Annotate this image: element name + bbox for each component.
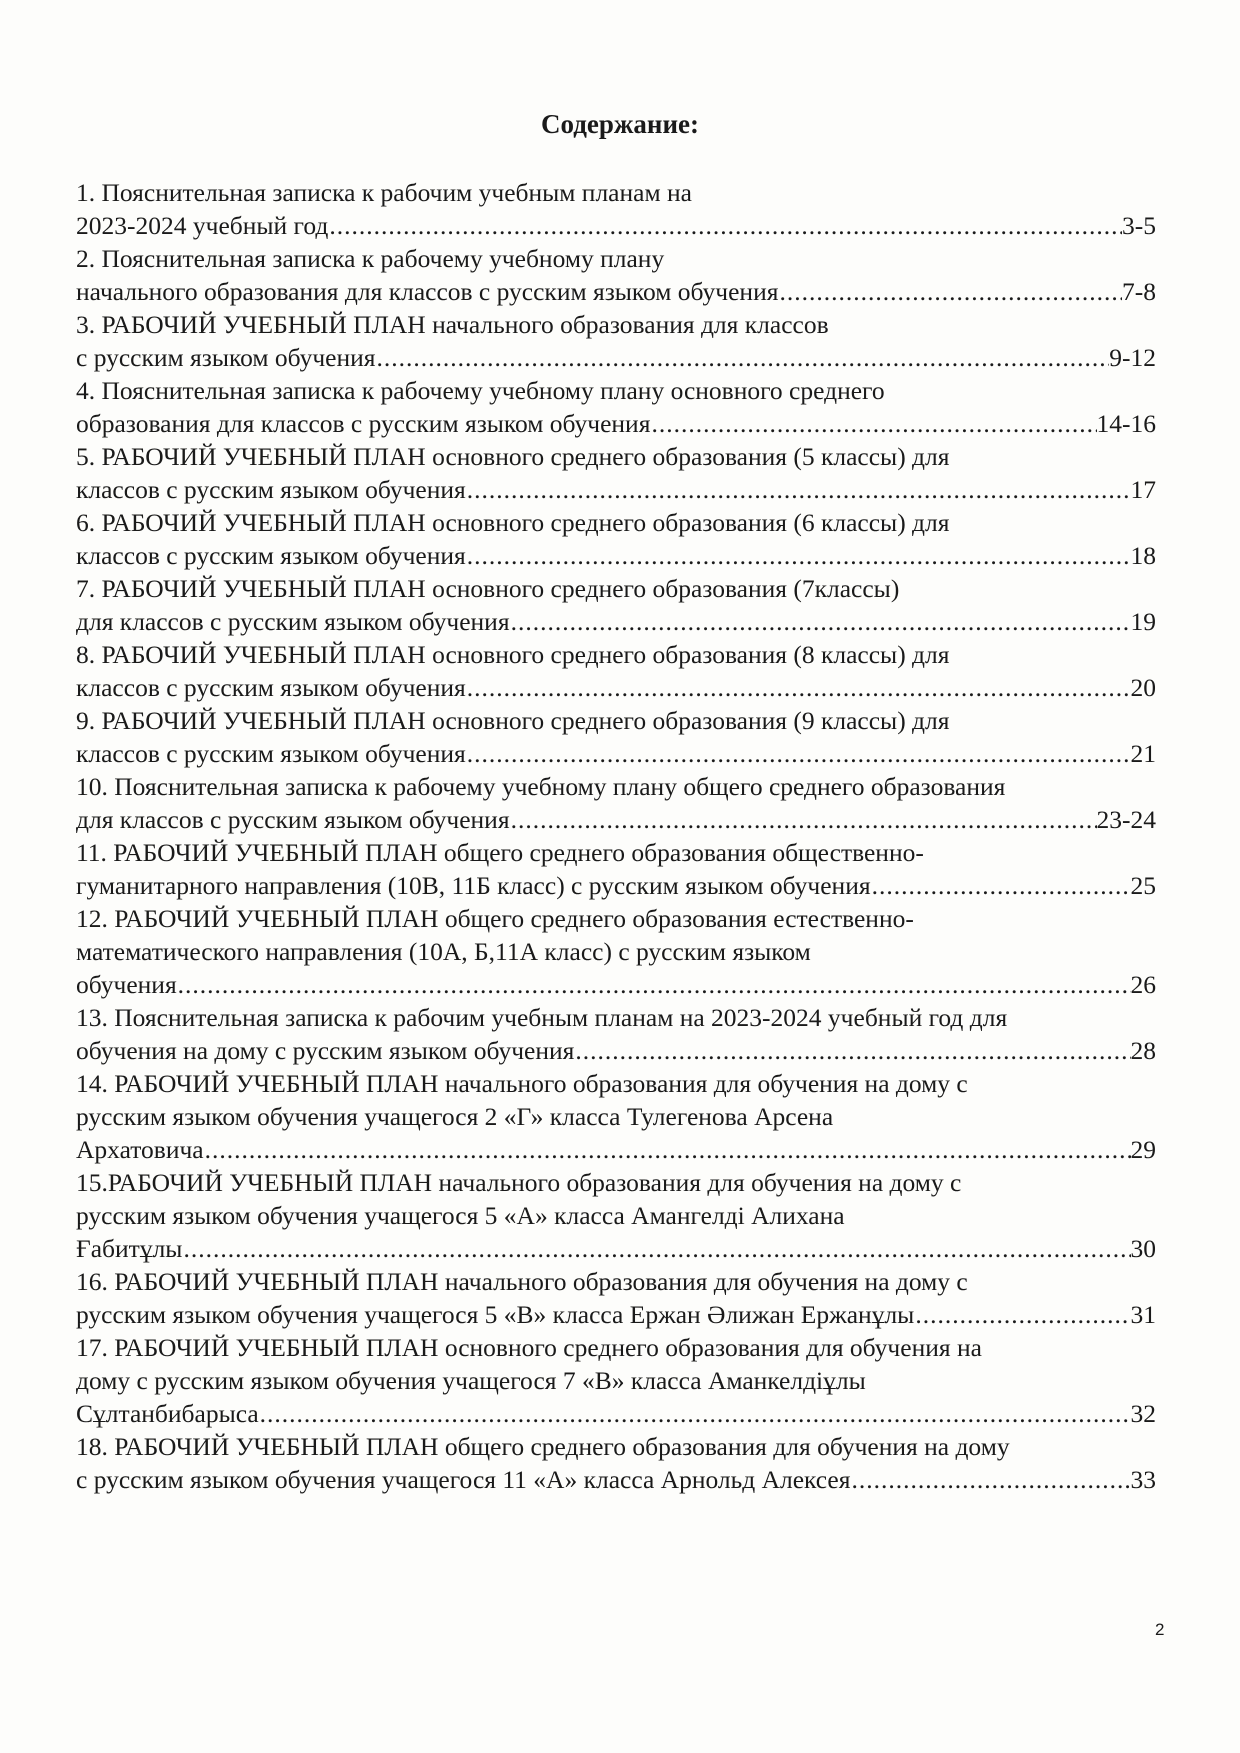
toc-entry-last-line — [76, 341, 1156, 374]
toc-entry-line: классов с русским языком обучения — [76, 673, 466, 702]
toc-entry — [76, 374, 1156, 440]
toc-entry-line: для классов с русским языком обучения — [76, 805, 510, 834]
toc-page-reference: 3-5 — [1122, 211, 1156, 240]
toc-entry-line: образования для классов с русским языком обучения — [76, 409, 651, 438]
toc-entry-line: классов с русским языком обучения — [76, 475, 466, 504]
toc-entry — [76, 1430, 1156, 1496]
toc-page-reference: 25 — [1130, 871, 1156, 900]
toc-page-reference: 26 — [1130, 970, 1156, 999]
toc-entry — [76, 770, 1156, 836]
toc-dot-leader — [376, 341, 1110, 374]
toc-entry — [76, 1331, 1156, 1430]
toc-entry-line: обучения — [76, 970, 177, 999]
toc-page-reference: 29 — [1130, 1135, 1156, 1164]
toc-entry — [76, 836, 1156, 902]
toc-page-reference: 33 — [1130, 1465, 1156, 1494]
toc-entry-last-line — [76, 737, 1156, 770]
toc-page-reference: 17 — [1130, 475, 1156, 504]
toc-entry — [76, 572, 1156, 638]
toc-entry-line: русским языком обучения учащегося 5 «В» класса Ержан Әлижан Ержанұлы — [76, 1300, 915, 1329]
toc-entry-line: дому с русским языком обучения учащегося 7 «В» класса Аманкелдіұлы — [76, 1366, 866, 1395]
toc-entry-line: 12. РАБОЧИЙ УЧЕБНЫЙ ПЛАН общего среднего образования естественно- — [76, 904, 914, 933]
toc-page-reference: 20 — [1130, 673, 1156, 702]
toc-entry-line: Ғабитұлы — [76, 1234, 183, 1263]
toc-entry — [76, 1166, 1156, 1265]
toc-entry-last-line — [76, 1034, 1156, 1067]
toc-entry-line: с русским языком обучения — [76, 343, 376, 372]
toc-entry-last-line — [76, 671, 1156, 704]
toc-entry-last-line — [76, 209, 1156, 242]
toc-dot-leader — [574, 1034, 1130, 1067]
toc-entry-last-line — [76, 275, 1156, 308]
toc-entry-line: 18. РАБОЧИЙ УЧЕБНЫЙ ПЛАН общего среднего образования для обучения на дому — [76, 1432, 1010, 1461]
toc-entry-line: 5. РАБОЧИЙ УЧЕБНЫЙ ПЛАН основного среднего образования (5 классы) для — [76, 442, 950, 471]
toc-entry-line: 2. Пояснительная записка к рабочему учебному плану — [76, 244, 665, 273]
toc-entry-line: 7. РАБОЧИЙ УЧЕБНЫЙ ПЛАН основного среднего образования (7классы) — [76, 574, 900, 603]
toc-entry-line: 9. РАБОЧИЙ УЧЕБНЫЙ ПЛАН основного среднего образования (9 классы) для — [76, 706, 950, 735]
toc-entry — [76, 704, 1156, 770]
toc-entry-line: 6. РАБОЧИЙ УЧЕБНЫЙ ПЛАН основного среднего образования (6 классы) для — [76, 508, 950, 537]
toc-entry-last-line — [76, 1463, 1156, 1496]
toc-entry — [76, 638, 1156, 704]
toc-page-reference: 7-8 — [1122, 277, 1156, 306]
toc-dot-leader — [466, 737, 1131, 770]
toc-entry-line: 16. РАБОЧИЙ УЧЕБНЫЙ ПЛАН начального образования для обучения на дому с — [76, 1267, 968, 1296]
toc-entry-last-line — [76, 1232, 1156, 1265]
toc-page-reference: 32 — [1130, 1399, 1156, 1428]
toc-dot-leader — [328, 209, 1122, 242]
toc-entry-last-line — [76, 968, 1156, 1001]
toc-entry-line: 10. Пояснительная записка к рабочему учебному плану общего среднего образования — [76, 772, 1006, 801]
toc-dot-leader — [871, 869, 1131, 902]
toc-entry-line: 14. РАБОЧИЙ УЧЕБНЫЙ ПЛАН начального образования для обучения на дому с — [76, 1069, 968, 1098]
toc-entry-line: Сұлтанбибарыса — [76, 1399, 259, 1428]
toc-entry — [76, 506, 1156, 572]
toc-entry-last-line — [76, 1133, 1156, 1166]
toc-entry — [76, 176, 1156, 242]
toc-entry-line: 3. РАБОЧИЙ УЧЕБНЫЙ ПЛАН начального образования для классов — [76, 310, 829, 339]
toc-page-reference: 21 — [1130, 739, 1156, 768]
toc-entry-line: гуманитарного направления (10В, 11Б класс) с русским языком обучения — [76, 871, 871, 900]
page-number: 2 — [1155, 1620, 1165, 1639]
toc-dot-leader — [914, 1298, 1130, 1331]
toc-entry-line: 4. Пояснительная записка к рабочему учебному плану основного среднего — [76, 376, 885, 405]
toc-dot-leader — [510, 605, 1131, 638]
toc-entry-line: русским языком обучения учащегося 5 «А» класса Амангелді Алихана — [76, 1201, 845, 1230]
toc-entry — [76, 1067, 1156, 1166]
toc-entry-line: русским языком обучения учащегося 2 «Г» класса Тулегенова Арсена — [76, 1102, 834, 1131]
page-title: Содержание: — [540, 109, 700, 139]
toc-entry — [76, 1001, 1156, 1067]
toc-entry-line: 2023-2024 учебный год — [76, 211, 329, 240]
table-of-contents — [76, 176, 1156, 1496]
toc-page-reference: 31 — [1130, 1300, 1156, 1329]
toc-entry-line: 8. РАБОЧИЙ УЧЕБНЫЙ ПЛАН основного среднего образования (8 классы) для — [76, 640, 950, 669]
toc-dot-leader — [204, 1133, 1131, 1166]
toc-entry-line: начального образования для классов с русским языком обучения — [76, 277, 779, 306]
toc-dot-leader — [466, 671, 1131, 704]
toc-entry-last-line — [76, 407, 1156, 440]
toc-entry-last-line — [76, 869, 1156, 902]
toc-entry-line: 17. РАБОЧИЙ УЧЕБНЫЙ ПЛАН основного среднего образования для обучения на — [76, 1333, 982, 1362]
toc-entry-line: классов с русским языком обучения — [76, 541, 466, 570]
toc-page-reference: 14-16 — [1096, 409, 1156, 438]
toc-entry-line: 13. Пояснительная записка к рабочим учебным планам на 2023-2024 учебный год для — [76, 1003, 1008, 1032]
toc-dot-leader — [510, 803, 1097, 836]
toc-dot-leader — [778, 275, 1122, 308]
toc-dot-leader — [259, 1397, 1131, 1430]
toc-dot-leader — [466, 539, 1131, 572]
toc-page-reference: 9-12 — [1109, 343, 1156, 372]
toc-entry-line: для классов с русским языком обучения — [76, 607, 510, 636]
toc-entry-last-line — [76, 1298, 1156, 1331]
toc-page-reference: 19 — [1130, 607, 1156, 636]
toc-entry-last-line — [76, 1397, 1156, 1430]
toc-entry-line: 11. РАБОЧИЙ УЧЕБНЫЙ ПЛАН общего среднего образования общественно- — [76, 838, 924, 867]
toc-entry — [76, 1265, 1156, 1331]
toc-page-reference: 28 — [1130, 1036, 1156, 1065]
toc-dot-leader — [182, 1232, 1130, 1265]
toc-entry-line: Архатовича — [76, 1135, 204, 1164]
toc-entry-line: 15.РАБОЧИЙ УЧЕБНЫЙ ПЛАН начального образования для обучения на дому с — [76, 1168, 962, 1197]
toc-dot-leader — [466, 473, 1131, 506]
toc-entry-last-line — [76, 605, 1156, 638]
toc-entry-last-line — [76, 473, 1156, 506]
toc-page-reference: 30 — [1130, 1234, 1156, 1263]
toc-dot-leader — [650, 407, 1096, 440]
toc-entry — [76, 242, 1156, 308]
toc-entry-line: обучения на дому с русским языком обучения — [76, 1036, 575, 1065]
toc-entry-last-line — [76, 803, 1156, 836]
toc-entry-line: 1. Пояснительная записка к рабочим учебным планам на — [76, 178, 692, 207]
toc-entry — [76, 440, 1156, 506]
toc-entry-line: с русским языком обучения учащегося 11 «А» класса Арнольд Алексея — [76, 1465, 851, 1494]
toc-page-reference: 18 — [1130, 541, 1156, 570]
toc-page-reference: 23-24 — [1096, 805, 1156, 834]
toc-entry-line: математического направления (10А, Б,11А класс) с русским языком — [76, 937, 811, 966]
toc-dot-leader — [850, 1463, 1130, 1496]
toc-entry — [76, 308, 1156, 374]
toc-entry-last-line — [76, 539, 1156, 572]
toc-dot-leader — [177, 968, 1131, 1001]
toc-entry — [76, 902, 1156, 1001]
toc-entry-line: классов с русским языком обучения — [76, 739, 466, 768]
